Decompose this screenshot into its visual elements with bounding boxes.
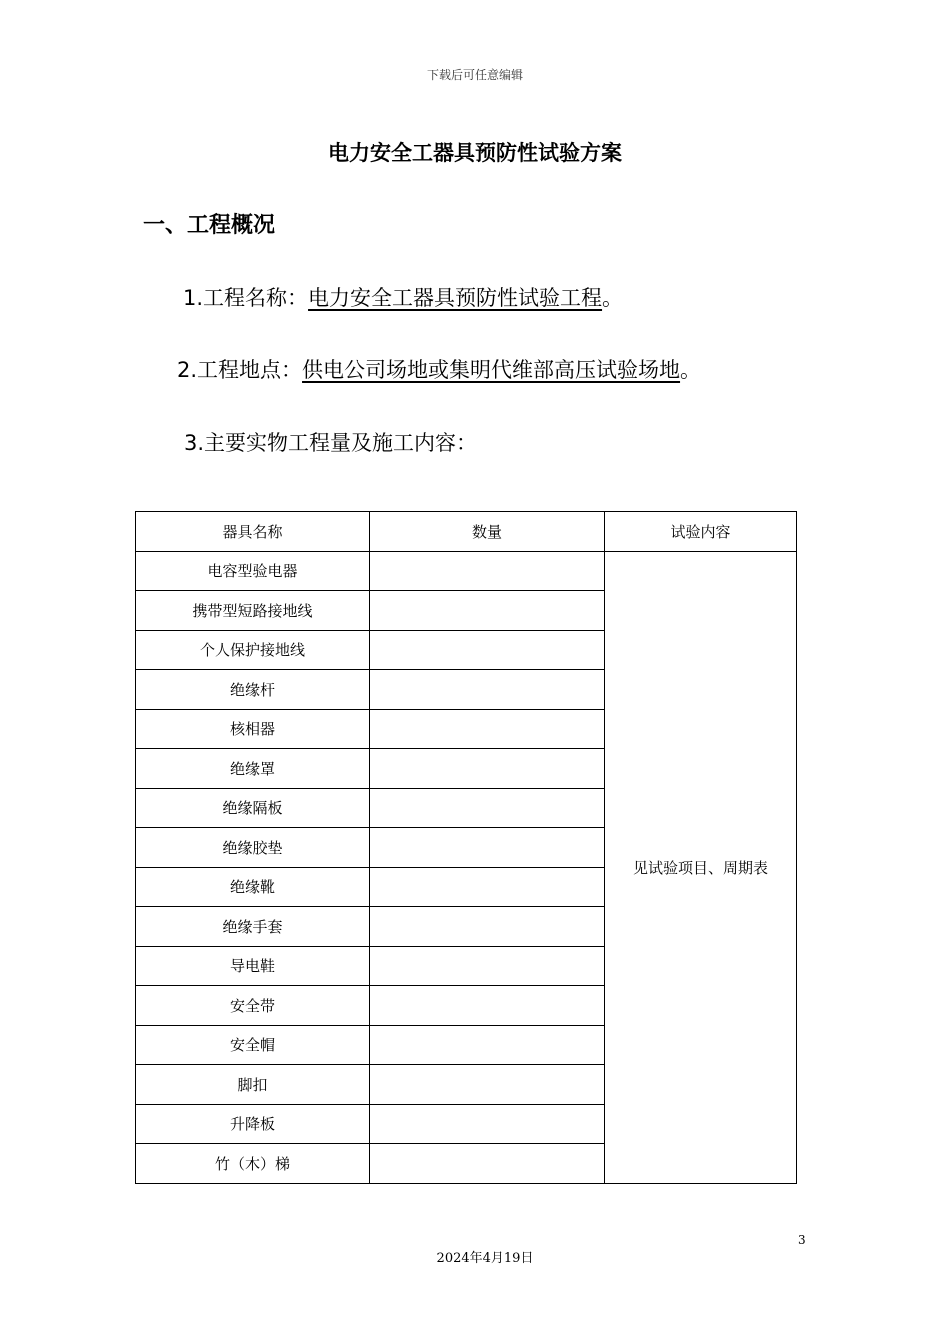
equipment-name-cell: 绝缘胶垫: [136, 828, 370, 868]
quantity-cell: [370, 1025, 605, 1065]
header-note: 下载后可任意编辑: [426, 68, 523, 82]
equipment-name-cell: 安全帽: [136, 1025, 370, 1065]
equipment-name-cell: 绝缘杆: [136, 670, 370, 710]
project-site-value: 供电公司场地或集明代维部高压试验场地: [302, 358, 681, 382]
equipment-name-cell: 绝缘靴: [136, 867, 370, 907]
header-test-content: 试验内容: [605, 512, 797, 552]
project-site-line: [177, 354, 701, 384]
equipment-name-cell: 个人保护接地线: [136, 630, 370, 670]
quantity-cell: [370, 788, 605, 828]
project-name-label: 1.工程名称：: [183, 286, 309, 310]
quantity-cell: [370, 551, 605, 591]
equipment-name-cell: 电容型验电器: [136, 551, 370, 591]
quantity-cell: [370, 946, 605, 986]
equipment-name-cell: 安全带: [136, 986, 370, 1026]
project-site-label: 2.工程地点：: [177, 358, 303, 382]
quantity-cell: [370, 907, 605, 947]
document-title: 电力安全工器具预防性试验方案: [328, 141, 622, 165]
quantity-cell: [370, 1144, 605, 1184]
quantity-cell: [370, 986, 605, 1026]
header-equipment-name: 器具名称: [136, 512, 370, 552]
equipment-name-cell: 脚扣: [136, 1065, 370, 1105]
quantity-cell: [370, 630, 605, 670]
project-name-end: 。: [602, 286, 624, 310]
equipment-name-cell: 绝缘罩: [136, 749, 370, 789]
footer-date: 2024年4月19日: [436, 1251, 534, 1266]
quantity-cell: [370, 867, 605, 907]
quantity-cell: [370, 670, 605, 710]
equipment-name-cell: 竹（木）梯: [136, 1144, 370, 1184]
equipment-table: [135, 511, 797, 1184]
quantity-cell: [370, 591, 605, 631]
test-content-cell: 见试验项目、周期表: [605, 551, 797, 1183]
quantity-cell: [370, 828, 605, 868]
quantity-cell: [370, 709, 605, 749]
equipment-name-cell: 携带型短路接地线: [136, 591, 370, 631]
equipment-name-cell: 核相器: [136, 709, 370, 749]
section-heading: 一、工程概况: [143, 213, 276, 238]
equipment-name-cell: 绝缘隔板: [136, 788, 370, 828]
project-name-line: [183, 282, 623, 312]
quantity-cell: [370, 1065, 605, 1105]
quantity-cell: [370, 749, 605, 789]
equipment-name-cell: 导电鞋: [136, 946, 370, 986]
table-header-row: [136, 512, 797, 552]
table-row: [136, 551, 797, 591]
quantity-cell: [370, 1104, 605, 1144]
project-scope-line: 3.主要实物工程量及施工内容：: [184, 431, 478, 455]
header-quantity: 数量: [370, 512, 605, 552]
equipment-name-cell: 绝缘手套: [136, 907, 370, 947]
equipment-name-cell: 升降板: [136, 1104, 370, 1144]
project-name-value: 电力安全工器具预防性试验工程: [308, 286, 603, 310]
project-site-end: 。: [680, 358, 702, 382]
page-number: 3: [798, 1233, 806, 1247]
